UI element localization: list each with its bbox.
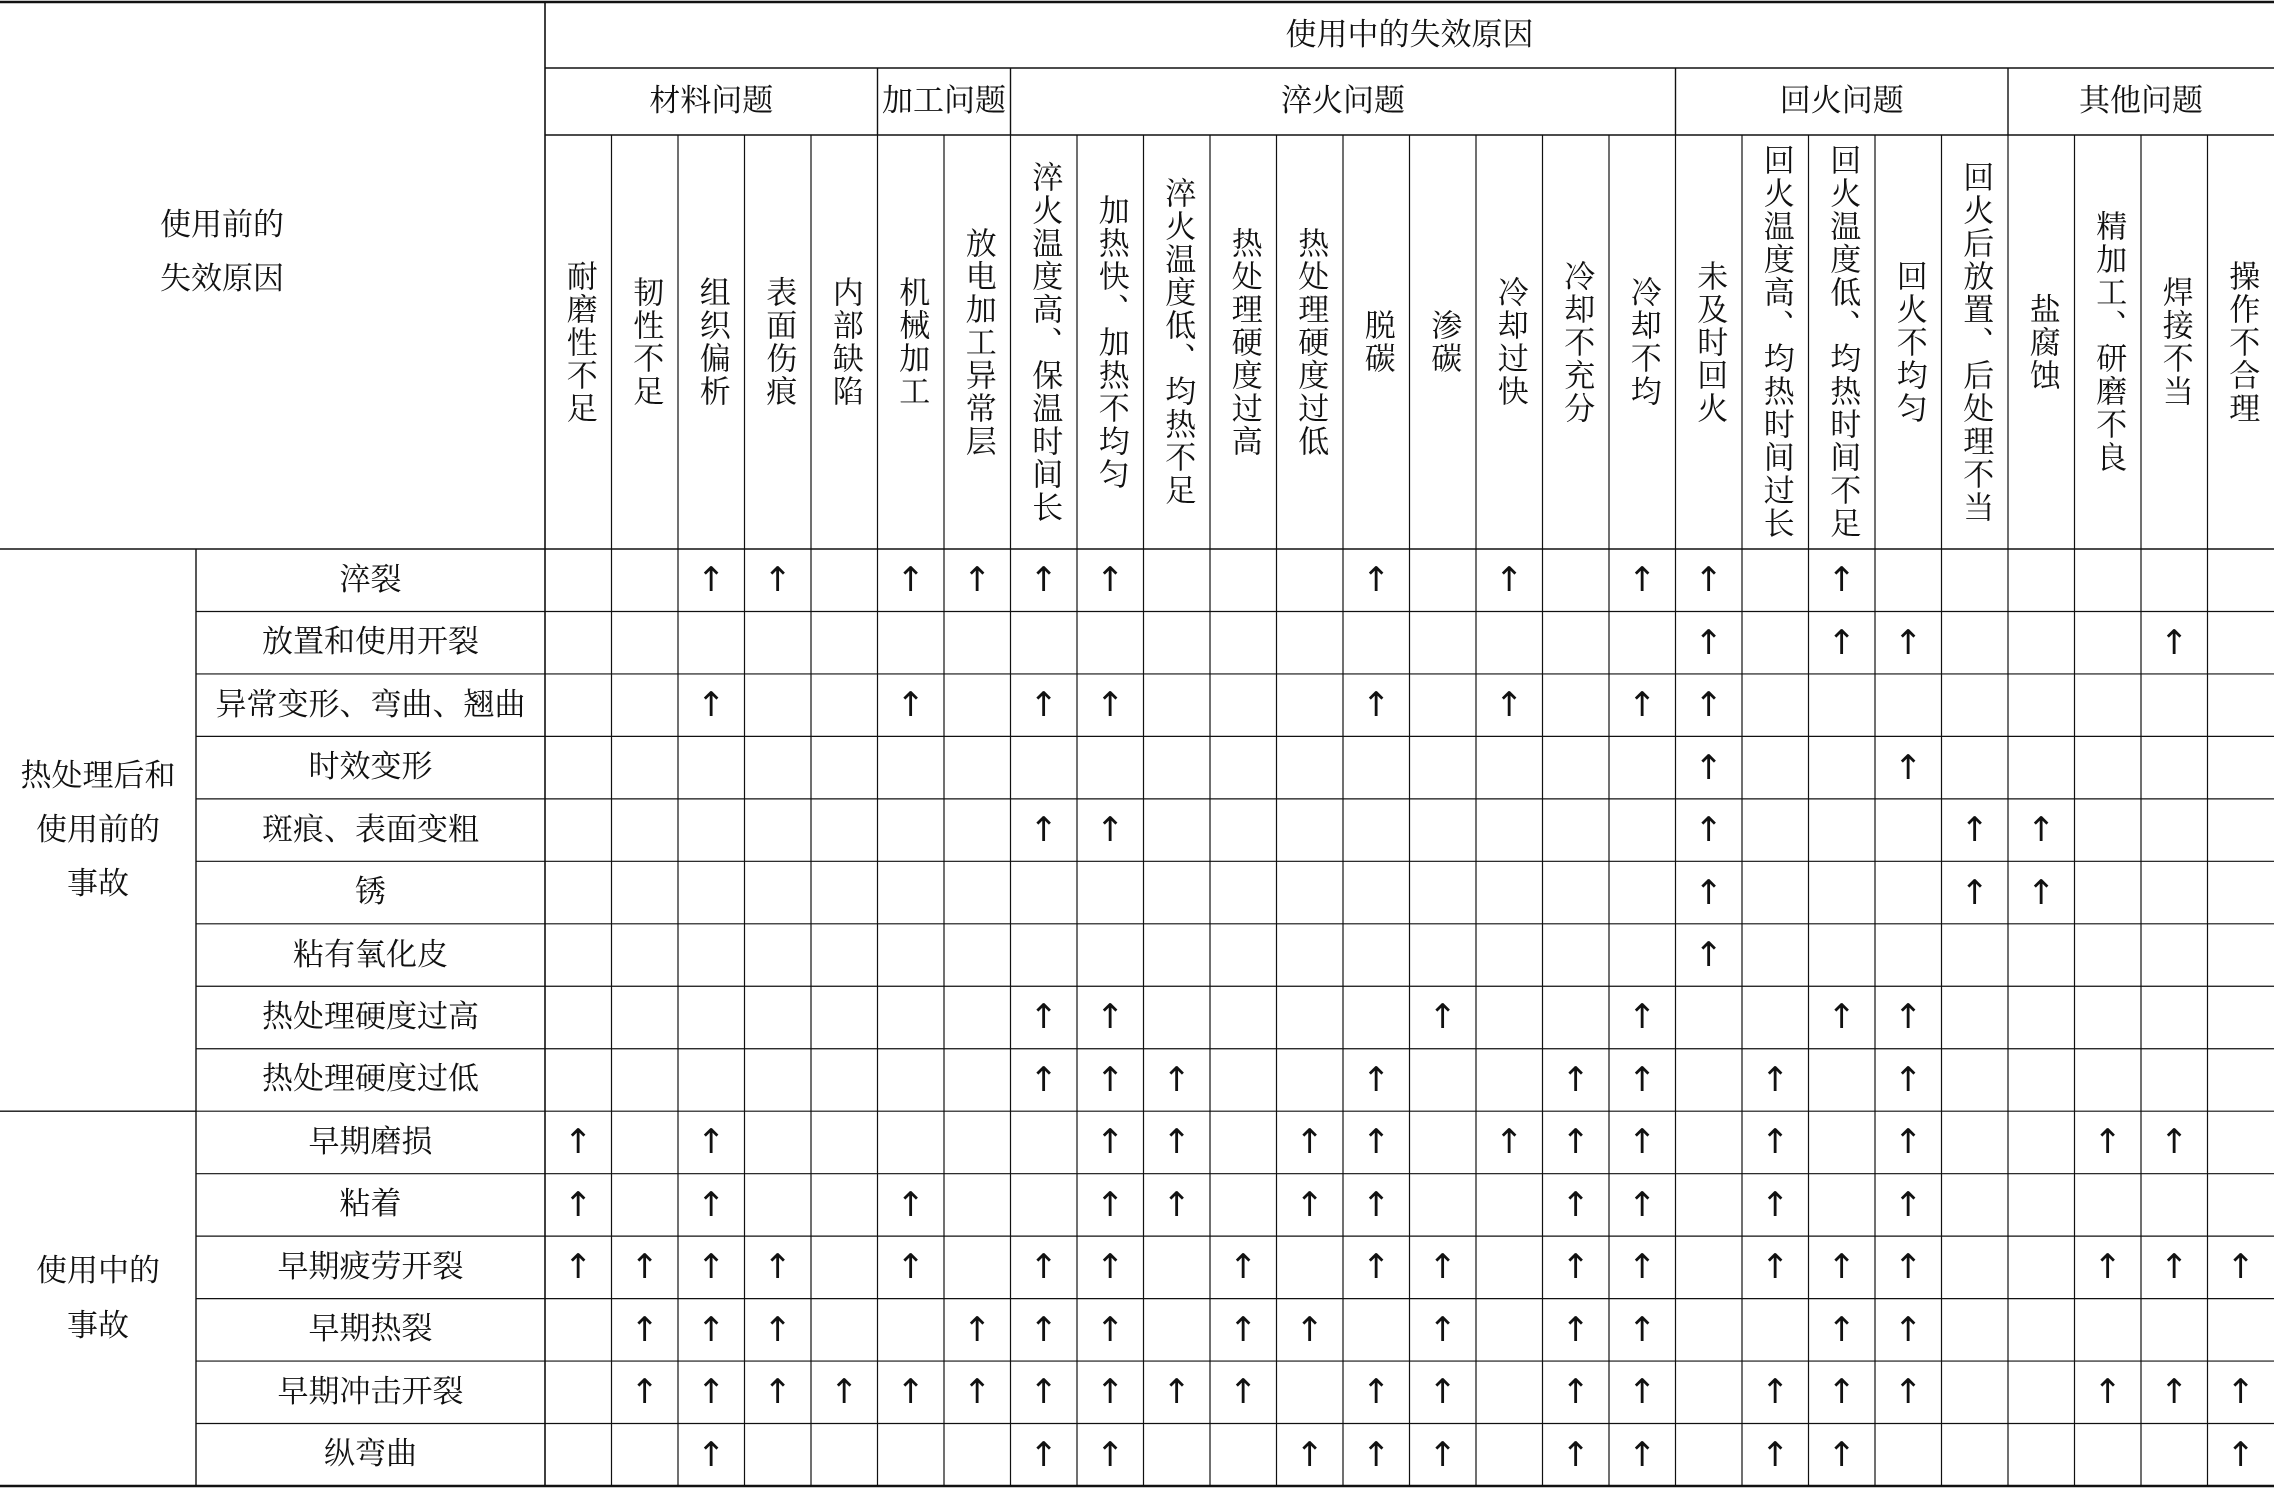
cause-mark-arrow-icon: ↑ bbox=[1694, 622, 1723, 663]
cause-mark-arrow-icon: ↑ bbox=[697, 1372, 726, 1413]
cause-mark-arrow-icon: ↑ bbox=[564, 1184, 593, 1225]
header-top-title: 使用中的失效原因 bbox=[1285, 16, 1534, 53]
column-header-4: 内部缺陷 bbox=[826, 276, 863, 408]
column-header-19: 回火温度低、均热时间不足 bbox=[1824, 144, 1861, 540]
header-group-1: 加工问题 bbox=[882, 83, 1006, 119]
cause-mark-arrow-icon: ↑ bbox=[1295, 1434, 1324, 1475]
row-group-line: 事故 bbox=[67, 866, 129, 903]
cause-mark-arrow-icon: ↑ bbox=[697, 560, 726, 601]
cause-mark-arrow-icon: ↑ bbox=[2093, 1372, 2122, 1413]
cause-mark-arrow-icon: ↑ bbox=[1229, 1247, 1258, 1288]
cause-mark-arrow-icon: ↑ bbox=[1096, 997, 1125, 1038]
cause-mark-arrow-icon: ↑ bbox=[896, 1372, 925, 1413]
column-header-8: 加热快、加热不均匀 bbox=[1092, 193, 1129, 491]
cause-mark-arrow-icon: ↑ bbox=[1229, 1372, 1258, 1413]
cause-mark-arrow-icon: ↑ bbox=[1894, 747, 1923, 788]
cause-mark-arrow-icon: ↑ bbox=[1096, 1184, 1125, 1225]
cause-mark-arrow-icon: ↑ bbox=[1561, 1372, 1590, 1413]
cause-mark-arrow-icon: ↑ bbox=[1628, 1309, 1657, 1350]
column-header-25: 操作不合理 bbox=[2223, 259, 2260, 425]
cause-mark-arrow-icon: ↑ bbox=[697, 1247, 726, 1288]
cause-mark-arrow-icon: ↑ bbox=[1894, 1247, 1923, 1288]
cause-mark-arrow-icon: ↑ bbox=[1694, 747, 1723, 788]
cause-mark-arrow-icon: ↑ bbox=[1628, 1372, 1657, 1413]
cause-mark-arrow-icon: ↑ bbox=[963, 1309, 992, 1350]
row-group-line: 热处理后和 bbox=[20, 757, 176, 794]
cause-mark-arrow-icon: ↑ bbox=[1029, 997, 1058, 1038]
column-header-16: 冷却不均 bbox=[1624, 276, 1661, 408]
cause-mark-arrow-icon: ↑ bbox=[1561, 1184, 1590, 1225]
cause-mark-arrow-icon: ↑ bbox=[963, 1372, 992, 1413]
column-header-20: 回火不均匀 bbox=[1890, 259, 1927, 425]
cause-mark-arrow-icon: ↑ bbox=[1761, 1059, 1790, 1100]
cause-mark-arrow-icon: ↑ bbox=[1827, 1247, 1856, 1288]
cause-mark-arrow-icon: ↑ bbox=[564, 1247, 593, 1288]
cause-mark-arrow-icon: ↑ bbox=[2027, 872, 2056, 913]
cause-mark-arrow-icon: ↑ bbox=[1694, 810, 1723, 851]
cause-mark-arrow-icon: ↑ bbox=[1029, 1247, 1058, 1288]
row-group-label-0 bbox=[0, 549, 196, 1111]
cause-mark-arrow-icon: ↑ bbox=[763, 1372, 792, 1413]
cause-mark-arrow-icon: ↑ bbox=[1362, 1122, 1391, 1163]
cause-mark-arrow-icon: ↑ bbox=[1694, 560, 1723, 601]
cause-mark-arrow-icon: ↑ bbox=[1295, 1122, 1324, 1163]
cause-mark-arrow-icon: ↑ bbox=[1295, 1184, 1324, 1225]
cause-mark-arrow-icon: ↑ bbox=[1694, 935, 1723, 976]
cause-mark-arrow-icon: ↑ bbox=[1096, 810, 1125, 851]
cause-mark-arrow-icon: ↑ bbox=[1561, 1247, 1590, 1288]
cause-mark-arrow-icon: ↑ bbox=[1029, 560, 1058, 601]
cause-mark-arrow-icon: ↑ bbox=[2160, 1372, 2189, 1413]
row-group-label-1 bbox=[0, 1111, 196, 1486]
header-group-2: 淬火问题 bbox=[1281, 83, 1405, 119]
cause-mark-arrow-icon: ↑ bbox=[1827, 622, 1856, 663]
row-label-9: 早期磨损 bbox=[308, 1123, 433, 1160]
cause-mark-arrow-icon: ↑ bbox=[2160, 1247, 2189, 1288]
cause-mark-arrow-icon: ↑ bbox=[963, 560, 992, 601]
row-label-7: 热处理硬度过高 bbox=[262, 998, 479, 1035]
column-header-23: 精加工、研磨不良 bbox=[2090, 210, 2127, 474]
cause-mark-arrow-icon: ↑ bbox=[1761, 1184, 1790, 1225]
cause-mark-arrow-icon: ↑ bbox=[1960, 872, 1989, 913]
column-header-22: 盐腐蚀 bbox=[2023, 292, 2060, 392]
cause-mark-arrow-icon: ↑ bbox=[1894, 1059, 1923, 1100]
cause-mark-arrow-icon: ↑ bbox=[1495, 1122, 1524, 1163]
column-header-3: 表面伤痕 bbox=[760, 276, 797, 408]
row-label-1: 放置和使用开裂 bbox=[262, 624, 479, 661]
cause-mark-arrow-icon: ↑ bbox=[630, 1309, 659, 1350]
cause-mark-arrow-icon: ↑ bbox=[2093, 1122, 2122, 1163]
cause-mark-arrow-icon: ↑ bbox=[1694, 685, 1723, 726]
pre-use-line-2: 失效原因 bbox=[160, 261, 284, 297]
cause-mark-arrow-icon: ↑ bbox=[763, 560, 792, 601]
cause-mark-arrow-icon: ↑ bbox=[1428, 1247, 1457, 1288]
cause-mark-arrow-icon: ↑ bbox=[1761, 1372, 1790, 1413]
row-label-14: 纵弯曲 bbox=[324, 1436, 417, 1473]
cause-mark-arrow-icon: ↑ bbox=[1628, 1184, 1657, 1225]
cause-mark-arrow-icon: ↑ bbox=[1362, 1184, 1391, 1225]
cause-mark-arrow-icon: ↑ bbox=[1561, 1309, 1590, 1350]
cause-mark-arrow-icon: ↑ bbox=[1096, 1309, 1125, 1350]
cause-mark-arrow-icon: ↑ bbox=[1096, 1059, 1125, 1100]
cause-mark-arrow-icon: ↑ bbox=[1162, 1059, 1191, 1100]
row-label-10: 粘着 bbox=[339, 1186, 402, 1223]
cause-mark-arrow-icon: ↑ bbox=[1428, 1434, 1457, 1475]
cause-mark-arrow-icon: ↑ bbox=[697, 685, 726, 726]
row-label-12: 早期热裂 bbox=[308, 1311, 433, 1348]
cause-mark-arrow-icon: ↑ bbox=[1029, 810, 1058, 851]
header-pre-use-label bbox=[160, 162, 380, 342]
cause-mark-arrow-icon: ↑ bbox=[1761, 1122, 1790, 1163]
cause-mark-arrow-icon: ↑ bbox=[1694, 872, 1723, 913]
row-label-2: 异常变形、弯曲、翘曲 bbox=[215, 686, 526, 723]
cause-mark-arrow-icon: ↑ bbox=[1628, 997, 1657, 1038]
cause-mark-arrow-icon: ↑ bbox=[1362, 1434, 1391, 1475]
column-header-17: 未及时回火 bbox=[1691, 259, 1728, 425]
cause-mark-arrow-icon: ↑ bbox=[697, 1122, 726, 1163]
cause-mark-arrow-icon: ↑ bbox=[697, 1184, 726, 1225]
cause-mark-arrow-icon: ↑ bbox=[697, 1434, 726, 1475]
column-header-14: 冷却过快 bbox=[1491, 276, 1528, 408]
cause-mark-arrow-icon: ↑ bbox=[1894, 997, 1923, 1038]
cause-mark-arrow-icon: ↑ bbox=[1162, 1184, 1191, 1225]
cause-mark-arrow-icon: ↑ bbox=[1362, 685, 1391, 726]
cause-mark-arrow-icon: ↑ bbox=[1894, 622, 1923, 663]
cause-mark-arrow-icon: ↑ bbox=[1029, 1309, 1058, 1350]
cause-mark-arrow-icon: ↑ bbox=[896, 1247, 925, 1288]
cause-mark-arrow-icon: ↑ bbox=[1229, 1309, 1258, 1350]
cause-mark-arrow-icon: ↑ bbox=[763, 1309, 792, 1350]
cause-mark-arrow-icon: ↑ bbox=[2226, 1372, 2255, 1413]
column-header-6: 放电加工异常层 bbox=[959, 226, 996, 458]
cause-mark-arrow-icon: ↑ bbox=[1894, 1372, 1923, 1413]
cause-mark-arrow-icon: ↑ bbox=[564, 1122, 593, 1163]
cause-mark-arrow-icon: ↑ bbox=[2160, 1122, 2189, 1163]
cause-mark-arrow-icon: ↑ bbox=[1096, 1372, 1125, 1413]
cause-mark-arrow-icon: ↑ bbox=[1628, 1059, 1657, 1100]
cause-mark-arrow-icon: ↑ bbox=[1628, 1122, 1657, 1163]
cause-mark-arrow-icon: ↑ bbox=[2226, 1434, 2255, 1475]
cause-mark-arrow-icon: ↑ bbox=[1628, 685, 1657, 726]
cause-mark-arrow-icon: ↑ bbox=[630, 1372, 659, 1413]
cause-mark-arrow-icon: ↑ bbox=[1628, 560, 1657, 601]
cause-mark-arrow-icon: ↑ bbox=[1029, 1434, 1058, 1475]
column-header-24: 焊接不当 bbox=[2156, 276, 2193, 408]
cause-mark-arrow-icon: ↑ bbox=[1362, 560, 1391, 601]
cause-mark-arrow-icon: ↑ bbox=[2160, 622, 2189, 663]
cause-mark-arrow-icon: ↑ bbox=[1096, 685, 1125, 726]
column-header-21: 回火后放置、后处理不当 bbox=[1957, 160, 1994, 524]
header-group-4: 其他问题 bbox=[2079, 83, 2203, 119]
cause-mark-arrow-icon: ↑ bbox=[896, 685, 925, 726]
row-label-4: 斑痕、表面变粗 bbox=[262, 811, 479, 848]
column-header-18: 回火温度高、均热时间过长 bbox=[1757, 144, 1794, 540]
column-header-2: 组织偏析 bbox=[693, 276, 730, 408]
column-header-0: 耐磨性不足 bbox=[560, 259, 597, 425]
cause-mark-arrow-icon: ↑ bbox=[2226, 1247, 2255, 1288]
cause-mark-arrow-icon: ↑ bbox=[1096, 1247, 1125, 1288]
cause-mark-arrow-icon: ↑ bbox=[697, 1309, 726, 1350]
cause-mark-arrow-icon: ↑ bbox=[2093, 1247, 2122, 1288]
cause-mark-arrow-icon: ↑ bbox=[1561, 1059, 1590, 1100]
row-label-13: 早期冲击开裂 bbox=[277, 1373, 464, 1410]
cause-mark-arrow-icon: ↑ bbox=[1029, 1059, 1058, 1100]
column-header-7: 淬火温度高、保温时间长 bbox=[1026, 160, 1063, 524]
column-header-5: 机械加工 bbox=[893, 276, 930, 408]
row-label-3: 时效变形 bbox=[308, 749, 433, 786]
cause-mark-arrow-icon: ↑ bbox=[1362, 1372, 1391, 1413]
cause-mark-arrow-icon: ↑ bbox=[1827, 1434, 1856, 1475]
cause-mark-arrow-icon: ↑ bbox=[1096, 560, 1125, 601]
row-label-11: 早期疲劳开裂 bbox=[277, 1248, 464, 1285]
pre-use-line-1: 使用前的 bbox=[160, 206, 284, 243]
cause-mark-arrow-icon: ↑ bbox=[1495, 685, 1524, 726]
cause-mark-arrow-icon: ↑ bbox=[1428, 997, 1457, 1038]
cause-mark-arrow-icon: ↑ bbox=[1960, 810, 1989, 851]
cause-mark-arrow-icon: ↑ bbox=[1162, 1372, 1191, 1413]
row-label-6: 粘有氧化皮 bbox=[293, 936, 448, 973]
cause-mark-arrow-icon: ↑ bbox=[1827, 560, 1856, 601]
cause-mark-arrow-icon: ↑ bbox=[1827, 1309, 1856, 1350]
cause-mark-arrow-icon: ↑ bbox=[1894, 1122, 1923, 1163]
cause-mark-arrow-icon: ↑ bbox=[1827, 997, 1856, 1038]
column-header-10: 热处理硬度过高 bbox=[1225, 226, 1262, 458]
cause-mark-arrow-icon: ↑ bbox=[1561, 1122, 1590, 1163]
cause-mark-arrow-icon: ↑ bbox=[1761, 1434, 1790, 1475]
cause-mark-arrow-icon: ↑ bbox=[1628, 1434, 1657, 1475]
row-group-line: 使用前的 bbox=[36, 811, 160, 848]
cause-mark-arrow-icon: ↑ bbox=[1029, 1372, 1058, 1413]
row-group-line: 事故 bbox=[67, 1307, 129, 1344]
cause-mark-arrow-icon: ↑ bbox=[1894, 1309, 1923, 1350]
row-label-0: 淬裂 bbox=[339, 561, 402, 598]
column-header-13: 渗碳 bbox=[1425, 309, 1462, 375]
cause-mark-arrow-icon: ↑ bbox=[763, 1247, 792, 1288]
column-header-1: 韧性不足 bbox=[627, 276, 664, 408]
cause-mark-arrow-icon: ↑ bbox=[1428, 1372, 1457, 1413]
cause-mark-arrow-icon: ↑ bbox=[1628, 1247, 1657, 1288]
cause-mark-arrow-icon: ↑ bbox=[1096, 1434, 1125, 1475]
cause-mark-arrow-icon: ↑ bbox=[1761, 1247, 1790, 1288]
cause-mark-arrow-icon: ↑ bbox=[1162, 1122, 1191, 1163]
column-header-15: 冷却不充分 bbox=[1558, 259, 1595, 425]
cause-mark-arrow-icon: ↑ bbox=[1827, 1372, 1856, 1413]
header-group-0: 材料问题 bbox=[649, 83, 774, 119]
column-header-9: 淬火温度低、均热不足 bbox=[1159, 177, 1196, 507]
cause-mark-arrow-icon: ↑ bbox=[896, 1184, 925, 1225]
cause-mark-arrow-icon: ↑ bbox=[1029, 685, 1058, 726]
header-group-3: 回火问题 bbox=[1779, 83, 1904, 119]
cause-mark-arrow-icon: ↑ bbox=[1295, 1309, 1324, 1350]
row-label-5: 锈 bbox=[355, 874, 386, 911]
cause-mark-arrow-icon: ↑ bbox=[896, 560, 925, 601]
column-header-12: 脱碳 bbox=[1358, 309, 1395, 375]
column-header-11: 热处理硬度过低 bbox=[1292, 226, 1329, 458]
cause-mark-arrow-icon: ↑ bbox=[1096, 1122, 1125, 1163]
cause-mark-arrow-icon: ↑ bbox=[630, 1247, 659, 1288]
cause-mark-arrow-icon: ↑ bbox=[1362, 1059, 1391, 1100]
row-label-8: 热处理硬度过低 bbox=[262, 1061, 479, 1098]
cause-mark-arrow-icon: ↑ bbox=[1362, 1247, 1391, 1288]
cause-mark-arrow-icon: ↑ bbox=[1495, 560, 1524, 601]
row-group-line: 使用中的 bbox=[36, 1253, 160, 1290]
cause-mark-arrow-icon: ↑ bbox=[1894, 1184, 1923, 1225]
cause-mark-arrow-icon: ↑ bbox=[2027, 810, 2056, 851]
cause-mark-arrow-icon: ↑ bbox=[830, 1372, 859, 1413]
cause-mark-arrow-icon: ↑ bbox=[1428, 1309, 1457, 1350]
cause-mark-arrow-icon: ↑ bbox=[1561, 1434, 1590, 1475]
